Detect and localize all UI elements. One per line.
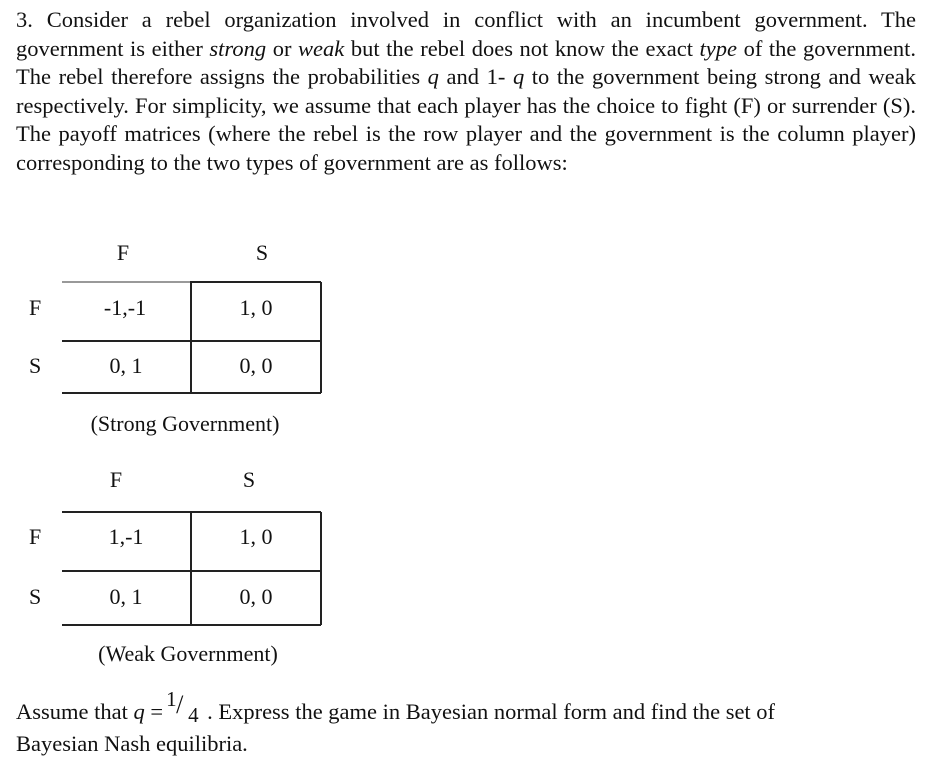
payoff-cell: 0, 0: [239, 584, 273, 609]
row-header-fight: F: [29, 524, 42, 549]
payoff-cell: 0, 1: [109, 353, 143, 378]
col-header-surrender: S: [242, 467, 256, 492]
payoff-cell: 1,-1: [108, 524, 144, 549]
col-header-surrender: S: [255, 240, 269, 265]
equals-sign: =: [150, 699, 164, 724]
col-header-fight: F: [116, 240, 130, 265]
table-border: [190, 281, 321, 283]
problem-statement: [16, 6, 916, 178]
q-variable: q: [512, 64, 525, 90]
payoff-cell: -1,-1: [103, 295, 147, 320]
type-term: type: [699, 35, 738, 61]
row-header-fight: F: [29, 295, 42, 320]
payoff-cell: 0, 0: [239, 353, 273, 378]
payoff-cell: 1, 0: [239, 524, 273, 549]
question-text-3: Bayesian Nash equilibria.: [16, 731, 248, 756]
strong-caption: (Strong Government): [90, 411, 280, 436]
strong-term: strong: [209, 35, 267, 61]
col-header-fight: F: [109, 467, 123, 492]
q-variable: q: [133, 699, 145, 724]
problem-text-1: Consider a rebel organization involved in conflict with an incumbent government. The government is either: [16, 7, 917, 61]
table-border: [190, 512, 192, 625]
fraction-denominator: 4: [188, 703, 199, 727]
problem-text-6: to the government being strong and weak respectively. For simplicity, we assume that each player has the choice to fight (F) or surrender (S). The payoff matrices (where the rebel is the row player and the government is the column player) corresponding to the two types of government are as follows:: [16, 64, 916, 175]
fraction-numerator: 1: [166, 687, 177, 711]
problem-text-4: of the government. The rebel therefore assigns the probabilities: [16, 35, 917, 90]
row-header-surrender: S: [29, 353, 42, 378]
question-text-2: . Express the game in Bayesian normal form and find the set of: [207, 699, 776, 724]
question-text-1: Assume that: [16, 699, 128, 724]
problem-text-2: or: [272, 35, 292, 61]
row-header-surrender: S: [29, 584, 42, 609]
table-border: [190, 282, 192, 393]
fraction-one-quarter: [163, 687, 207, 727]
table-border: [320, 512, 322, 625]
payoff-cell: 1, 0: [239, 295, 273, 320]
problem-number: 3.: [16, 7, 33, 32]
weak-caption: (Weak Government): [98, 641, 278, 666]
table-border: [320, 282, 322, 393]
weak-term: weak: [298, 35, 345, 61]
q-variable: q: [427, 64, 439, 90]
question-text: [16, 687, 916, 760]
problem-text-3: but the rebel does not know the exact: [350, 35, 693, 61]
fraction-slash: /: [176, 690, 184, 719]
payoff-cell: 0, 1: [109, 584, 143, 609]
problem-text-5: and 1-: [446, 64, 506, 90]
